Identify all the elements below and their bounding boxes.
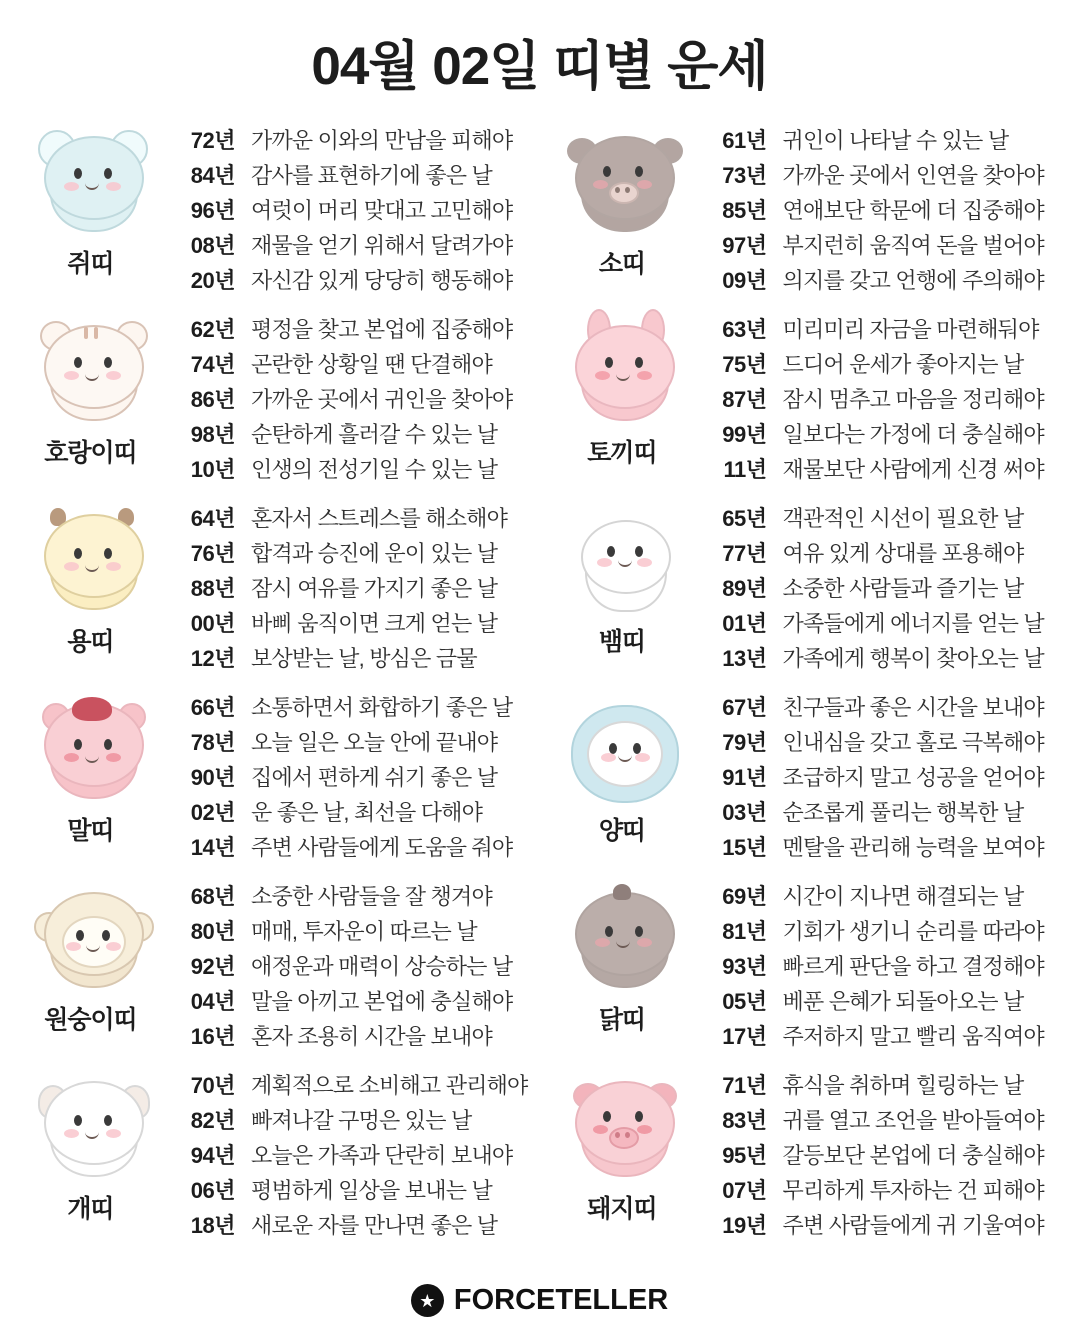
fortune-text: 소통하면서 화합하기 좋은 날 <box>251 695 513 720</box>
birth-year: 18년 <box>190 1213 235 1238</box>
birth-year: 78년 <box>190 730 235 755</box>
zodiac-cell <box>8 1063 540 1252</box>
fortune-row <box>173 418 540 453</box>
birth-year: 91년 <box>722 765 767 790</box>
zodiac-name: 뱀띠 <box>598 628 646 656</box>
birth-year: 98년 <box>190 422 235 447</box>
fortune-text: 인생의 전성기일 수 있는 날 <box>251 457 498 482</box>
zodiac-cell <box>8 307 540 496</box>
zodiac-mascot <box>540 1063 705 1225</box>
fortune-text: 시간이 지나면 해결되는 날 <box>782 884 1024 909</box>
fortune-text: 새로운 자를 만나면 좋은 날 <box>251 1213 498 1238</box>
zodiac-mascot <box>8 118 173 280</box>
fortune-text: 자신감 있게 당당히 행동해야 <box>251 268 513 293</box>
fortune-text: 귀인이 나타날 수 있는 날 <box>782 128 1009 153</box>
fortune-text: 기회가 생기니 순리를 따라야 <box>782 919 1044 944</box>
fortune-row <box>173 915 540 950</box>
fortune-text: 객관적인 시선이 필요한 날 <box>782 506 1024 531</box>
fortune-text: 오늘은 가족과 단란히 보내야 <box>251 1143 513 1168</box>
sheep-icon <box>561 691 683 809</box>
fortune-text: 가족들에게 에너지를 얻는 날 <box>782 611 1044 636</box>
birth-year: 71년 <box>722 1073 767 1098</box>
brand-footer <box>0 1284 1079 1317</box>
fortune-text: 일보다는 가정에 더 충실해야 <box>782 422 1044 447</box>
fortune-text: 빠르게 판단을 하고 결정해야 <box>782 954 1044 979</box>
fortune-list <box>173 874 540 1055</box>
birth-year: 97년 <box>722 233 767 258</box>
fortune-row <box>173 761 540 796</box>
fortune-row <box>173 502 540 537</box>
rabbit-icon <box>561 313 683 431</box>
dog-icon <box>30 1069 152 1187</box>
fortune-text: 소중한 사람들과 즐기는 날 <box>782 576 1024 601</box>
birth-year: 09년 <box>722 268 767 293</box>
fortune-row <box>173 1104 540 1139</box>
fortune-row <box>705 1069 1072 1104</box>
fortune-text: 멘탈을 관리해 능력을 보여야 <box>782 835 1044 860</box>
birth-year: 01년 <box>722 611 767 636</box>
fortune-list <box>705 307 1072 488</box>
fortune-row <box>173 383 540 418</box>
birth-year: 99년 <box>722 422 767 447</box>
fortune-row <box>173 313 540 348</box>
fortune-list <box>705 496 1072 677</box>
zodiac-cell <box>8 685 540 874</box>
fortune-list <box>705 118 1072 299</box>
birth-year: 10년 <box>190 457 235 482</box>
fortune-text: 가까운 곳에서 귀인을 찾아야 <box>251 387 513 412</box>
fortune-row <box>705 383 1072 418</box>
zodiac-cell <box>540 496 1072 685</box>
fortune-row <box>705 1139 1072 1174</box>
birth-year: 83년 <box>722 1108 767 1133</box>
zodiac-name: 소띠 <box>598 250 646 278</box>
birth-year: 82년 <box>190 1108 235 1133</box>
birth-year: 19년 <box>722 1213 767 1238</box>
birth-year: 16년 <box>190 1024 235 1049</box>
birth-year: 00년 <box>190 611 235 636</box>
birth-year: 11년 <box>723 457 767 482</box>
fortune-row <box>705 985 1072 1020</box>
zodiac-mascot <box>540 496 705 658</box>
fortune-row <box>705 726 1072 761</box>
birth-year: 90년 <box>190 765 235 790</box>
horse-icon <box>30 691 152 809</box>
fortune-row <box>173 950 540 985</box>
fortune-row <box>705 1209 1072 1244</box>
ox-icon <box>561 124 683 242</box>
birth-year: 13년 <box>722 646 767 671</box>
fortune-text: 잠시 여유를 가지기 좋은 날 <box>251 576 498 601</box>
birth-year: 92년 <box>190 954 235 979</box>
zodiac-cell <box>540 685 1072 874</box>
fortune-text: 가족에게 행복이 찾아오는 날 <box>782 646 1044 671</box>
fortune-row <box>173 537 540 572</box>
fortune-text: 재물을 얻기 위해서 달려가야 <box>251 233 513 258</box>
birth-year: 89년 <box>722 576 767 601</box>
fortune-row <box>173 229 540 264</box>
fortune-row <box>173 796 540 831</box>
fortune-text: 무리하게 투자하는 건 피해야 <box>782 1178 1044 1203</box>
fortune-text: 집에서 편하게 쉬기 좋은 날 <box>251 765 498 790</box>
birth-year: 07년 <box>722 1178 767 1203</box>
fortune-text: 평범하게 일상을 보내는 날 <box>251 1178 492 1203</box>
birth-year: 94년 <box>190 1143 235 1168</box>
fortune-row <box>173 831 540 866</box>
snake-icon <box>561 502 683 620</box>
fortune-row <box>705 418 1072 453</box>
fortune-text: 연애보단 학문에 더 집중해야 <box>782 198 1044 223</box>
zodiac-mascot <box>540 118 705 280</box>
birth-year: 74년 <box>190 352 235 377</box>
birth-year: 70년 <box>190 1073 235 1098</box>
fortune-row <box>705 453 1072 488</box>
fortune-text: 휴식을 취하며 힐링하는 날 <box>782 1073 1024 1098</box>
birth-year: 14년 <box>190 835 235 860</box>
birth-year: 61년 <box>722 128 767 153</box>
fortune-text: 여럿이 머리 맞대고 고민해야 <box>251 198 513 223</box>
fortune-text: 혼자서 스트레스를 해소해야 <box>251 506 508 531</box>
zodiac-name: 개띠 <box>67 1195 114 1223</box>
birth-year: 66년 <box>190 695 235 720</box>
fortune-text: 친구들과 좋은 시간을 보내야 <box>782 695 1044 720</box>
fortune-text: 감사를 표현하기에 좋은 날 <box>251 163 492 188</box>
fortune-row <box>705 1174 1072 1209</box>
fortune-text: 잠시 멈추고 마음을 정리해야 <box>782 387 1044 412</box>
fortune-row <box>173 194 540 229</box>
fortune-text: 오늘 일은 오늘 안에 끝내야 <box>251 730 498 755</box>
birth-year: 68년 <box>190 884 235 909</box>
birth-year: 80년 <box>190 919 235 944</box>
fortune-list <box>705 685 1072 866</box>
fortune-row <box>705 194 1072 229</box>
fortune-text: 재물보단 사람에게 신경 써야 <box>782 457 1044 482</box>
birth-year: 84년 <box>190 163 235 188</box>
fortune-row <box>173 726 540 761</box>
fortune-text: 말을 아끼고 본업에 충실해야 <box>251 989 513 1014</box>
fortune-row <box>173 348 540 383</box>
fortune-text: 애정운과 매력이 상승하는 날 <box>251 954 513 979</box>
fortune-text: 귀를 열고 조언을 받아들여야 <box>782 1108 1044 1133</box>
birth-year: 93년 <box>722 954 767 979</box>
fortune-row <box>705 880 1072 915</box>
fortune-row <box>705 796 1072 831</box>
fortune-row <box>705 1104 1072 1139</box>
brand-name: FORCETELLER <box>453 1284 669 1316</box>
fortune-text: 인내심을 갖고 홀로 극복해야 <box>782 730 1044 755</box>
fortune-row <box>705 1020 1072 1055</box>
fortune-row <box>705 831 1072 866</box>
zodiac-name: 호랑이띠 <box>44 439 137 467</box>
fortune-row <box>173 572 540 607</box>
fortune-text: 합격과 승진에 운이 있는 날 <box>251 541 498 566</box>
zodiac-name: 말띠 <box>67 817 114 845</box>
fortune-text: 곤란한 상황일 땐 단결해야 <box>251 352 492 377</box>
birth-year: 72년 <box>190 128 235 153</box>
fortune-row <box>173 985 540 1020</box>
birth-year: 75년 <box>722 352 767 377</box>
fortune-text: 여유 있게 상대를 포용해야 <box>782 541 1024 566</box>
fortune-text: 순조롭게 풀리는 행복한 날 <box>782 800 1024 825</box>
birth-year: 77년 <box>722 541 767 566</box>
fortune-row <box>173 264 540 299</box>
monkey-icon <box>30 880 152 998</box>
fortune-text: 평정을 찾고 본업에 집중해야 <box>251 317 513 342</box>
zodiac-cell <box>540 874 1072 1063</box>
fortune-row <box>705 915 1072 950</box>
fortune-list <box>173 496 540 677</box>
fortune-list <box>173 118 540 299</box>
fortune-text: 매매, 투자운이 따르는 날 <box>251 919 477 944</box>
fortune-text: 베푼 은혜가 되돌아오는 날 <box>782 989 1024 1014</box>
birth-year: 88년 <box>190 576 235 601</box>
zodiac-mascot <box>8 307 173 469</box>
zodiac-grid <box>0 118 1079 1252</box>
fortune-row <box>173 1069 540 1104</box>
birth-year: 95년 <box>722 1143 767 1168</box>
birth-year: 12년 <box>190 646 235 671</box>
fortune-row <box>705 229 1072 264</box>
fortune-text: 부지런히 움직여 돈을 벌어야 <box>782 233 1044 258</box>
birth-year: 08년 <box>190 233 235 258</box>
zodiac-name: 쥐띠 <box>67 250 114 278</box>
fortune-list <box>705 874 1072 1055</box>
birth-year: 04년 <box>190 989 235 1014</box>
fortune-text: 조급하지 말고 성공을 얻어야 <box>782 765 1044 790</box>
birth-year: 15년 <box>722 835 767 860</box>
rooster-icon <box>561 880 683 998</box>
dragon-icon <box>30 502 152 620</box>
zodiac-mascot <box>8 685 173 847</box>
fortune-list <box>173 685 540 866</box>
zodiac-cell <box>8 118 540 307</box>
birth-year: 96년 <box>190 198 235 223</box>
birth-year: 73년 <box>722 163 767 188</box>
zodiac-cell <box>8 874 540 1063</box>
fortune-text: 혼자 조용히 시간을 보내야 <box>251 1024 492 1049</box>
fortune-text: 가까운 이와의 만남을 피해야 <box>251 128 513 153</box>
birth-year: 76년 <box>190 541 235 566</box>
fortune-row <box>173 453 540 488</box>
birth-year: 87년 <box>722 387 767 412</box>
birth-year: 67년 <box>722 695 767 720</box>
fortune-row <box>705 691 1072 726</box>
page-title: 04월 02일 띠별 운세 <box>311 37 768 96</box>
birth-year: 03년 <box>722 800 767 825</box>
zodiac-cell <box>540 1063 1072 1252</box>
zodiac-mascot <box>8 496 173 658</box>
fortune-list <box>173 1063 540 1244</box>
fortune-row <box>705 159 1072 194</box>
zodiac-cell <box>8 496 540 685</box>
fortune-row <box>705 348 1072 383</box>
fortune-text: 주변 사람들에게 귀 기울여야 <box>782 1213 1044 1238</box>
pig-icon <box>561 1069 683 1187</box>
zodiac-name: 양띠 <box>598 817 646 845</box>
fortune-text: 미리미리 자금을 마련해둬야 <box>782 317 1039 342</box>
fortune-text: 의지를 갖고 언행에 주의해야 <box>782 268 1044 293</box>
fortune-row <box>173 124 540 159</box>
fortune-row <box>705 572 1072 607</box>
fortune-row <box>705 642 1072 677</box>
fortune-row <box>173 1174 540 1209</box>
zodiac-cell <box>540 307 1072 496</box>
fortune-row <box>173 642 540 677</box>
fortune-row <box>705 124 1072 159</box>
fortune-row <box>705 313 1072 348</box>
birth-year: 64년 <box>190 506 235 531</box>
fortune-row <box>705 950 1072 985</box>
birth-year: 79년 <box>722 730 767 755</box>
star-badge-icon: ★ <box>411 1284 444 1317</box>
fortune-row <box>705 264 1072 299</box>
birth-year: 20년 <box>190 268 235 293</box>
fortune-list <box>705 1063 1072 1244</box>
birth-year: 69년 <box>722 884 767 909</box>
birth-year: 85년 <box>722 198 767 223</box>
tiger-icon <box>30 313 152 431</box>
birth-year: 62년 <box>190 317 235 342</box>
zodiac-name: 토끼띠 <box>587 439 657 467</box>
fortune-text: 계획적으로 소비해고 관리해야 <box>251 1073 528 1098</box>
fortune-row <box>173 607 540 642</box>
zodiac-mascot <box>540 874 705 1036</box>
fortune-row <box>705 761 1072 796</box>
birth-year: 02년 <box>190 800 235 825</box>
birth-year: 63년 <box>722 317 767 342</box>
zodiac-mascot <box>8 1063 173 1225</box>
birth-year: 17년 <box>722 1024 767 1049</box>
zodiac-cell <box>540 118 1072 307</box>
fortune-text: 가까운 곳에서 인연을 찾아야 <box>782 163 1044 188</box>
fortune-row <box>705 502 1072 537</box>
fortune-text: 주변 사람들에게 도움을 줘야 <box>251 835 513 860</box>
fortune-text: 보상받는 날, 방심은 금물 <box>251 646 477 671</box>
fortune-row <box>173 1209 540 1244</box>
fortune-text: 드디어 운세가 좋아지는 날 <box>782 352 1024 377</box>
zodiac-name: 돼지띠 <box>587 1195 657 1223</box>
fortune-list <box>173 307 540 488</box>
fortune-row <box>705 537 1072 572</box>
birth-year: 86년 <box>190 387 235 412</box>
fortune-text: 갈등보단 본업에 더 충실해야 <box>782 1143 1044 1168</box>
zodiac-name: 원숭이띠 <box>44 1006 137 1034</box>
birth-year: 05년 <box>722 989 767 1014</box>
zodiac-mascot <box>540 307 705 469</box>
fortune-text: 주저하지 말고 빨리 움직여야 <box>782 1024 1044 1049</box>
zodiac-name: 닭띠 <box>598 1006 646 1034</box>
fortune-row <box>705 607 1072 642</box>
birth-year: 06년 <box>190 1178 235 1203</box>
fortune-text: 소중한 사람들을 잘 챙겨야 <box>251 884 492 909</box>
fortune-row <box>173 691 540 726</box>
fortune-row <box>173 1139 540 1174</box>
birth-year: 81년 <box>722 919 767 944</box>
fortune-text: 바삐 움직이면 크게 얻는 날 <box>251 611 498 636</box>
zodiac-name: 용띠 <box>67 628 114 656</box>
fortune-row <box>173 159 540 194</box>
fortune-row <box>173 1020 540 1055</box>
zodiac-mascot <box>540 685 705 847</box>
fortune-row <box>173 880 540 915</box>
fortune-text: 운 좋은 날, 최선을 다해야 <box>251 800 483 825</box>
birth-year: 65년 <box>722 506 767 531</box>
fortune-text: 빠져나갈 구멍은 있는 날 <box>251 1108 472 1133</box>
mouse-icon <box>30 124 152 242</box>
zodiac-mascot <box>8 874 173 1036</box>
fortune-text: 순탄하게 흘러갈 수 있는 날 <box>251 422 498 447</box>
